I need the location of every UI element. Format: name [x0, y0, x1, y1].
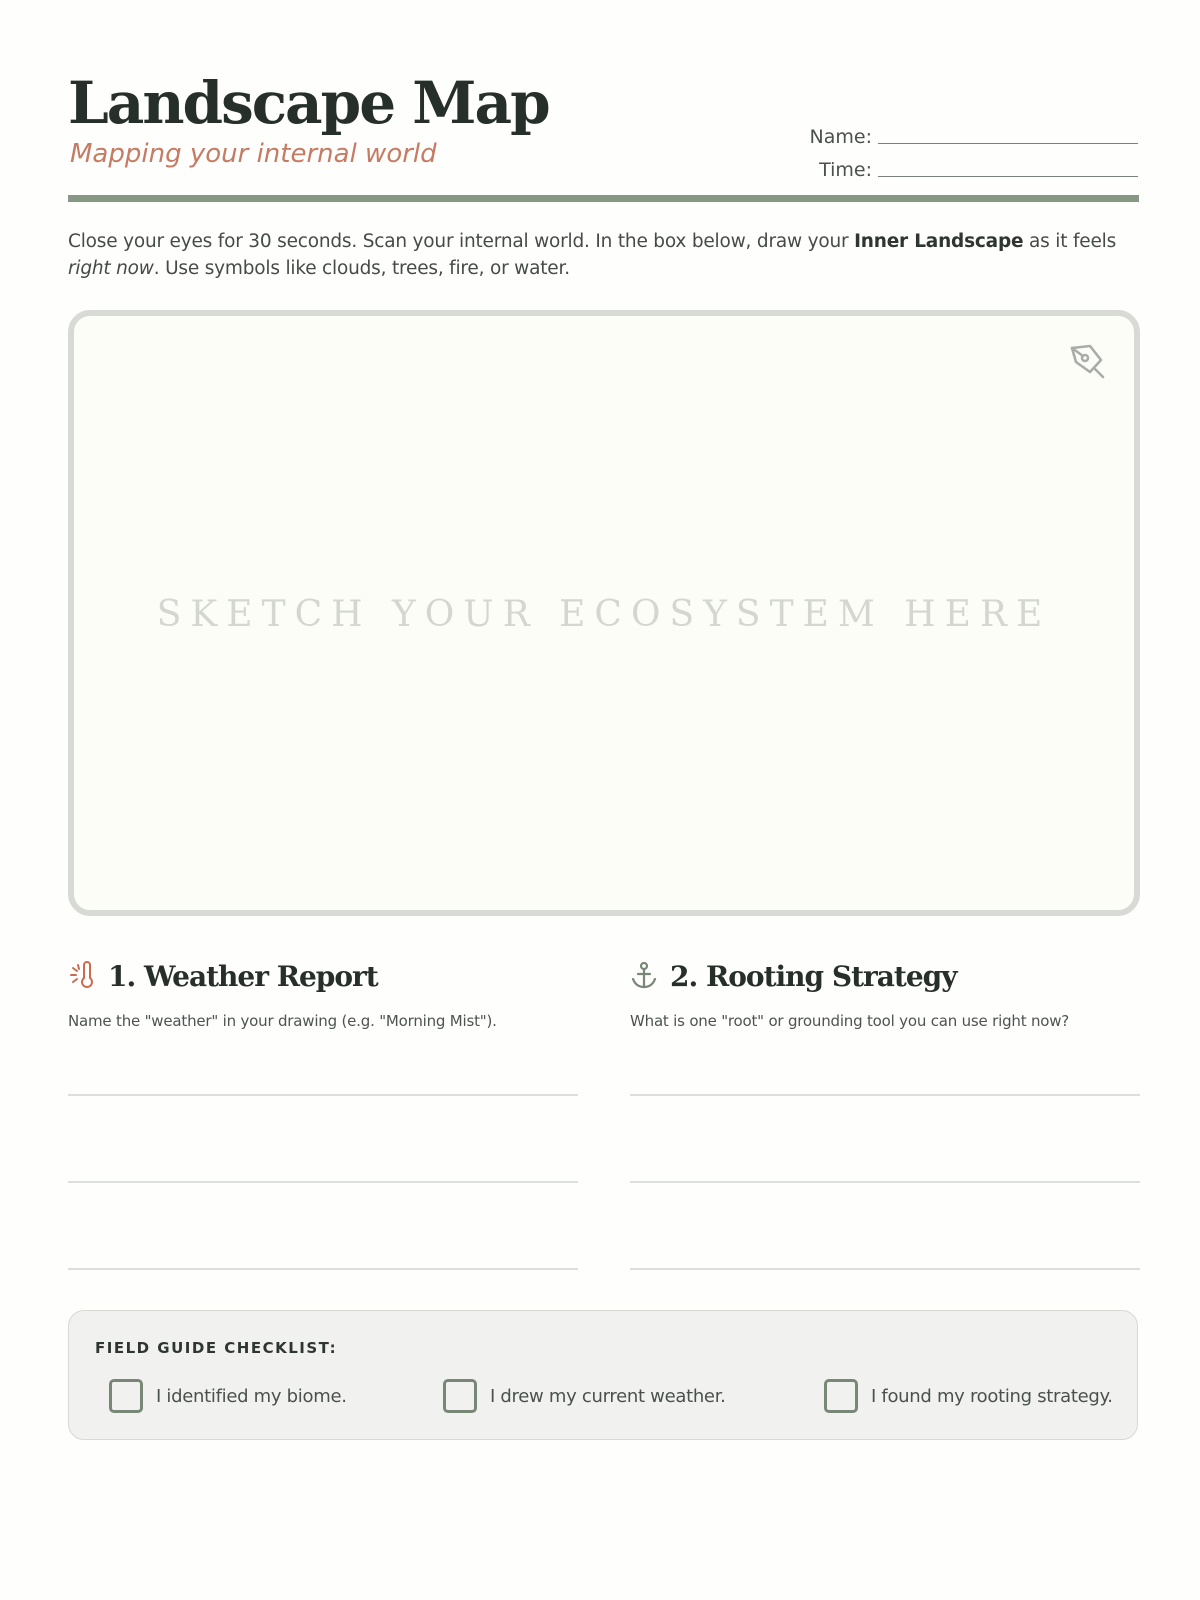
checkbox-weather[interactable]	[443, 1379, 477, 1413]
instructions-italic: right now	[68, 258, 154, 279]
weather-answer-line-3[interactable]	[68, 1268, 578, 1270]
anchor-icon	[630, 961, 658, 991]
time-label: Time:	[819, 159, 872, 181]
sketch-area-label: SKETCH YOUR ECOSYSTEM HERE	[156, 594, 1052, 635]
rooting-answer-line-1[interactable]	[630, 1094, 1140, 1096]
page-subtitle: Mapping your internal world	[70, 139, 437, 169]
checklist-item-weather[interactable]	[443, 1379, 726, 1413]
instructions	[68, 228, 1143, 282]
instructions-bold: Inner Landscape	[854, 231, 1024, 252]
field-guide-checklist	[68, 1310, 1138, 1440]
page-title: Landscape Map	[68, 69, 549, 137]
checkbox-rooting[interactable]	[824, 1379, 858, 1413]
checkbox-biome[interactable]	[109, 1379, 143, 1413]
worksheet-header	[68, 68, 1138, 188]
rooting-strategy-description: What is one "root" or grounding tool you can use right now?	[630, 1012, 1070, 1030]
instructions-text-3: . Use symbols like clouds, trees, fire, or water.	[153, 258, 570, 279]
name-label: Name:	[809, 126, 872, 148]
weather-report-title: 1. Weather Report	[108, 959, 378, 993]
checklist-label-biome: I identified my biome.	[156, 1385, 347, 1407]
checklist-item-biome[interactable]	[109, 1379, 347, 1413]
name-row	[798, 115, 1138, 148]
instructions-text-1: Close your eyes for 30 seconds. Scan your internal world. In the box below, draw your	[68, 231, 855, 252]
checklist-label-rooting: I found my rooting strategy.	[871, 1385, 1113, 1407]
rooting-strategy-title: 2. Rooting Strategy	[670, 959, 957, 993]
weather-answer-line-2[interactable]	[68, 1181, 578, 1183]
sketch-area[interactable]	[68, 310, 1140, 916]
rooting-strategy-section	[630, 954, 1140, 1030]
checklist-label-weather: I drew my current weather.	[490, 1385, 726, 1407]
checklist-title: FIELD GUIDE CHECKLIST:	[95, 1339, 338, 1357]
name-field[interactable]	[878, 125, 1138, 144]
thermometer-sun-icon	[68, 961, 96, 991]
weather-report-section	[68, 954, 578, 1030]
weather-report-description: Name the "weather" in your drawing (e.g. "Morning Mist").	[68, 1012, 497, 1030]
rooting-answer-line-3[interactable]	[630, 1268, 1140, 1270]
pen-nib-icon	[1068, 342, 1108, 382]
instructions-text-2: as it feels	[1023, 231, 1117, 252]
weather-report-header	[68, 954, 578, 998]
time-row	[798, 148, 1138, 181]
time-field[interactable]	[878, 158, 1138, 177]
header-divider	[68, 195, 1139, 202]
weather-answer-line-1[interactable]	[68, 1094, 578, 1096]
rooting-strategy-header	[630, 954, 1140, 998]
rooting-answer-line-2[interactable]	[630, 1181, 1140, 1183]
meta-fields	[798, 115, 1138, 181]
checklist-item-rooting[interactable]	[824, 1379, 1113, 1413]
